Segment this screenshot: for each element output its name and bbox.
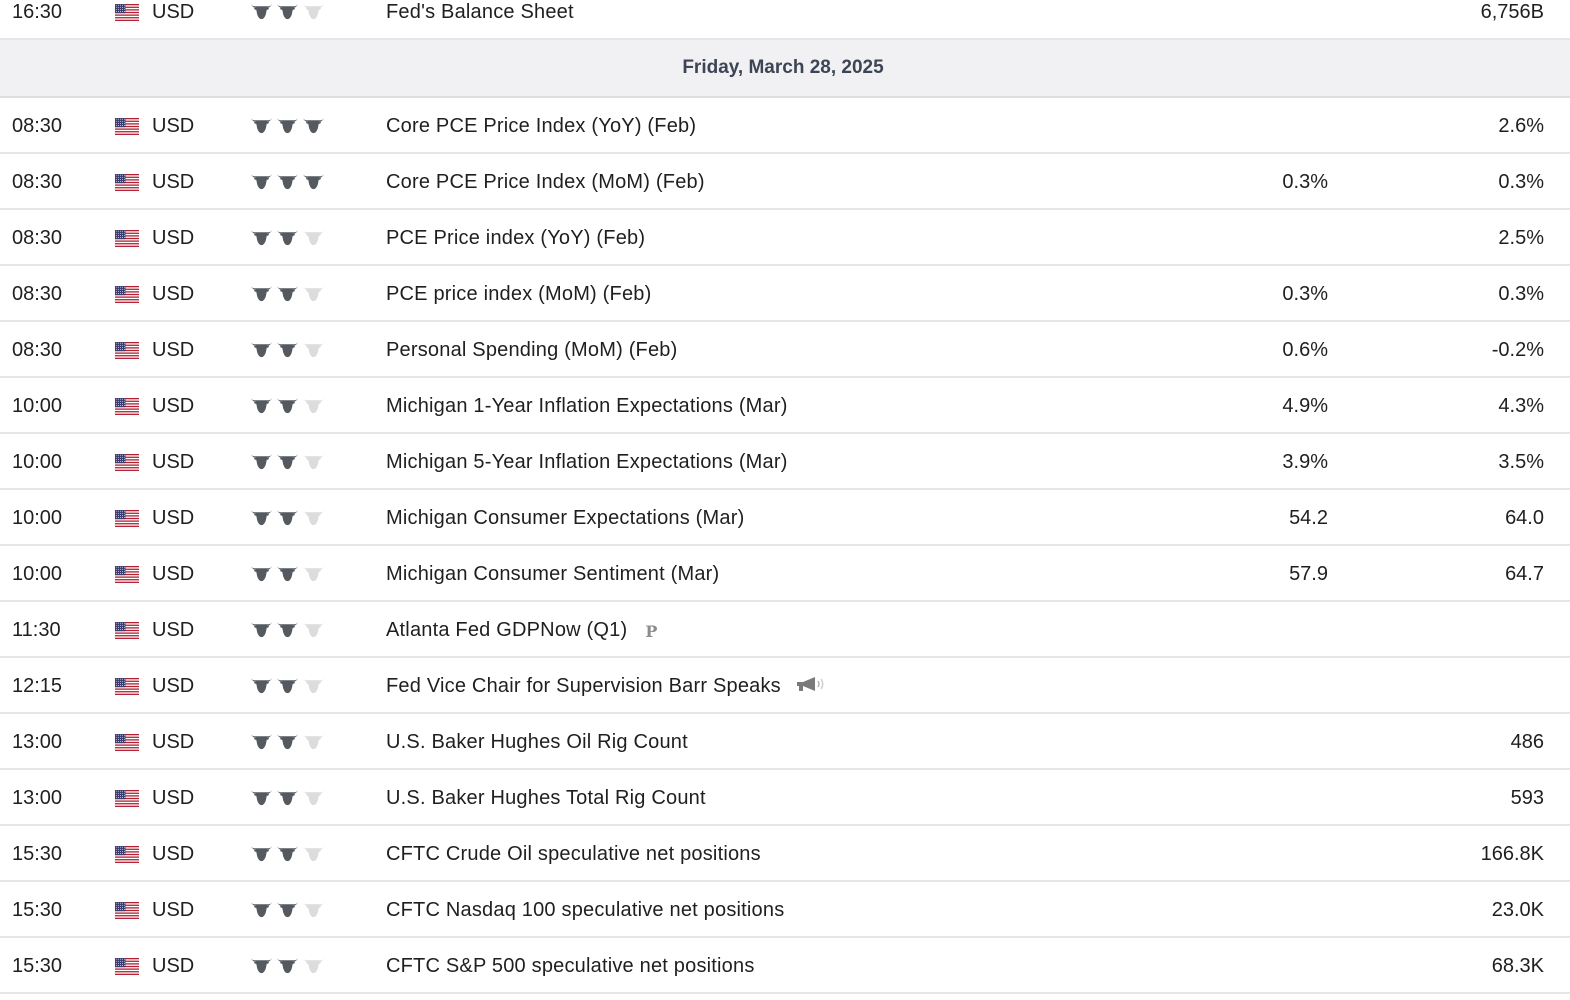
event-forecast: 0.6% bbox=[1282, 339, 1328, 361]
event-title[interactable] bbox=[386, 882, 784, 938]
event-currency: USD bbox=[152, 451, 195, 473]
bull-icon bbox=[276, 507, 299, 527]
importance-rating bbox=[250, 843, 325, 863]
event-time: 15:30 bbox=[12, 843, 63, 865]
bull-icon bbox=[302, 787, 325, 807]
event-title-text[interactable]: CFTC Crude Oil speculative net positions bbox=[386, 843, 761, 865]
bull-icon bbox=[250, 451, 273, 471]
preliminary-badge: P bbox=[645, 622, 658, 641]
bull-icon bbox=[276, 283, 299, 303]
event-row[interactable] bbox=[0, 770, 1570, 826]
bull-icon bbox=[302, 507, 325, 527]
event-title-text[interactable]: U.S. Baker Hughes Oil Rig Count bbox=[386, 731, 688, 753]
event-currency: USD bbox=[152, 563, 195, 585]
megaphone-icon bbox=[795, 659, 827, 715]
bull-icon bbox=[276, 787, 299, 807]
bull-icon bbox=[302, 171, 325, 191]
event-title[interactable]: Fed's Balance Sheet bbox=[386, 1, 574, 23]
us-flag-icon bbox=[115, 846, 139, 863]
event-title-text[interactable]: Michigan Consumer Sentiment (Mar) bbox=[386, 563, 720, 585]
importance-rating bbox=[250, 1, 325, 21]
event-previous: 0.3% bbox=[1498, 283, 1544, 305]
event-title-text[interactable]: Fed Vice Chair for Supervision Barr Speaks bbox=[386, 675, 781, 697]
event-title[interactable] bbox=[386, 266, 651, 322]
event-currency: USD bbox=[152, 843, 195, 865]
importance-rating bbox=[250, 507, 325, 527]
event-title[interactable] bbox=[386, 546, 719, 602]
event-time: 08:30 bbox=[12, 283, 63, 305]
event-currency: USD bbox=[152, 955, 195, 977]
us-flag-icon bbox=[115, 174, 139, 191]
bull-icon bbox=[250, 507, 273, 527]
event-title-text[interactable]: Michigan Consumer Expectations (Mar) bbox=[386, 507, 745, 529]
event-previous: 3.5% bbox=[1498, 451, 1544, 473]
bull-icon bbox=[250, 171, 273, 191]
event-time: 08:30 bbox=[12, 115, 63, 137]
event-forecast: 0.3% bbox=[1282, 283, 1328, 305]
event-row[interactable] bbox=[0, 98, 1570, 154]
bull-icon bbox=[276, 843, 299, 863]
event-title-text[interactable]: Michigan 1-Year Inflation Expectations (Mar) bbox=[386, 395, 788, 417]
bull-icon bbox=[250, 115, 273, 135]
importance-rating bbox=[250, 283, 325, 303]
event-title[interactable] bbox=[386, 658, 827, 715]
event-currency: USD bbox=[152, 787, 195, 809]
event-row[interactable] bbox=[0, 154, 1570, 210]
us-flag-icon bbox=[115, 510, 139, 527]
event-previous: 593 bbox=[1510, 787, 1544, 809]
us-flag-icon bbox=[115, 342, 139, 359]
bull-icon bbox=[276, 619, 299, 639]
event-time: 10:00 bbox=[12, 451, 63, 473]
bull-icon bbox=[250, 395, 273, 415]
us-flag-icon bbox=[115, 958, 139, 975]
bull-icon bbox=[302, 339, 325, 359]
event-row[interactable] bbox=[0, 210, 1570, 266]
event-time: 08:30 bbox=[12, 227, 63, 249]
bull-icon bbox=[302, 227, 325, 247]
event-previous: 486 bbox=[1510, 731, 1544, 753]
bull-icon bbox=[276, 451, 299, 471]
event-title-text[interactable]: Core PCE Price Index (YoY) (Feb) bbox=[386, 115, 697, 137]
importance-rating bbox=[250, 899, 325, 919]
us-flag-icon bbox=[115, 678, 139, 695]
event-currency: USD bbox=[152, 115, 195, 137]
date-header: Friday, March 28, 2025 bbox=[682, 57, 884, 78]
importance-rating bbox=[250, 395, 325, 415]
event-row[interactable] bbox=[0, 0, 1570, 40]
event-currency: USD bbox=[152, 227, 195, 249]
bull-icon bbox=[276, 339, 299, 359]
event-currency: USD bbox=[152, 619, 195, 641]
event-row[interactable] bbox=[0, 882, 1570, 938]
event-time: 16:30 bbox=[12, 1, 63, 23]
us-flag-icon bbox=[115, 902, 139, 919]
event-previous: 2.5% bbox=[1498, 227, 1544, 249]
bull-icon bbox=[302, 899, 325, 919]
event-row[interactable] bbox=[0, 938, 1570, 994]
event-row[interactable] bbox=[0, 714, 1570, 770]
event-previous: -0.2% bbox=[1491, 339, 1544, 361]
event-currency: USD bbox=[152, 171, 195, 193]
event-time: 10:00 bbox=[12, 507, 63, 529]
importance-rating bbox=[250, 731, 325, 751]
event-row[interactable] bbox=[0, 434, 1570, 490]
event-title-text[interactable]: Personal Spending (MoM) (Feb) bbox=[386, 339, 678, 361]
event-currency: USD bbox=[152, 899, 195, 921]
bull-icon bbox=[250, 955, 273, 975]
date-header-row bbox=[0, 40, 1570, 98]
bull-icon bbox=[276, 115, 299, 135]
event-row[interactable] bbox=[0, 602, 1570, 658]
event-forecast: 0.3% bbox=[1282, 171, 1328, 193]
event-forecast: 3.9% bbox=[1282, 451, 1328, 473]
event-previous: 6,756B bbox=[1480, 1, 1544, 23]
bull-icon bbox=[302, 843, 325, 863]
bull-icon bbox=[250, 843, 273, 863]
us-flag-icon bbox=[115, 622, 139, 639]
bull-icon bbox=[302, 955, 325, 975]
event-currency: USD bbox=[152, 339, 195, 361]
bull-icon bbox=[302, 283, 325, 303]
us-flag-icon bbox=[115, 286, 139, 303]
event-title[interactable] bbox=[386, 826, 761, 882]
bull-icon bbox=[302, 451, 325, 471]
event-previous: 64.7 bbox=[1505, 563, 1544, 585]
bull-icon bbox=[276, 1, 299, 21]
event-time: 11:30 bbox=[12, 619, 61, 641]
bull-icon bbox=[302, 675, 325, 695]
bull-icon bbox=[276, 563, 299, 583]
event-list bbox=[0, 98, 1570, 994]
bull-icon bbox=[302, 115, 325, 135]
importance-rating bbox=[250, 115, 325, 135]
bull-icon bbox=[276, 227, 299, 247]
event-title[interactable] bbox=[386, 434, 788, 490]
importance-rating bbox=[250, 227, 325, 247]
us-flag-icon bbox=[115, 4, 139, 21]
importance-rating bbox=[250, 451, 325, 471]
event-title-text[interactable]: PCE price index (MoM) (Feb) bbox=[386, 283, 652, 305]
bull-icon bbox=[276, 171, 299, 191]
event-title[interactable] bbox=[386, 378, 788, 434]
event-title-text[interactable]: U.S. Baker Hughes Total Rig Count bbox=[386, 787, 706, 809]
event-title[interactable] bbox=[386, 490, 744, 546]
event-title[interactable] bbox=[386, 602, 658, 659]
event-title[interactable] bbox=[386, 938, 755, 994]
event-title-text[interactable]: PCE Price index (YoY) (Feb) bbox=[386, 227, 646, 249]
event-previous: 64.0 bbox=[1505, 507, 1544, 529]
event-currency: USD bbox=[152, 1, 195, 23]
importance-rating bbox=[250, 563, 325, 583]
event-title-text[interactable]: CFTC Nasdaq 100 speculative net positions bbox=[386, 899, 785, 921]
event-row[interactable] bbox=[0, 322, 1570, 378]
us-flag-icon bbox=[115, 398, 139, 415]
event-currency: USD bbox=[152, 731, 195, 753]
event-previous: 0.3% bbox=[1498, 171, 1544, 193]
importance-rating bbox=[250, 171, 325, 191]
event-title[interactable] bbox=[386, 210, 645, 266]
event-title-text[interactable]: CFTC S&P 500 speculative net positions bbox=[386, 955, 755, 977]
bull-icon bbox=[302, 731, 325, 751]
event-previous: 4.3% bbox=[1498, 395, 1544, 417]
event-time: 13:00 bbox=[12, 731, 63, 753]
event-forecast: 57.9 bbox=[1289, 563, 1328, 585]
bull-icon bbox=[250, 675, 273, 695]
event-forecast: 54.2 bbox=[1289, 507, 1328, 529]
bull-icon bbox=[250, 619, 273, 639]
bull-icon bbox=[276, 899, 299, 919]
importance-rating bbox=[250, 675, 325, 695]
bull-icon bbox=[250, 283, 273, 303]
us-flag-icon bbox=[115, 790, 139, 807]
event-currency: USD bbox=[152, 507, 195, 529]
bull-icon bbox=[276, 731, 299, 751]
bull-icon bbox=[250, 339, 273, 359]
event-row[interactable] bbox=[0, 266, 1570, 322]
us-flag-icon bbox=[115, 118, 139, 135]
event-title[interactable] bbox=[386, 714, 688, 770]
importance-rating bbox=[250, 619, 325, 639]
bull-icon bbox=[302, 1, 325, 21]
event-currency: USD bbox=[152, 395, 195, 417]
bull-icon bbox=[302, 563, 325, 583]
importance-rating bbox=[250, 339, 325, 359]
bull-icon bbox=[250, 731, 273, 751]
event-currency: USD bbox=[152, 283, 195, 305]
event-time: 08:30 bbox=[12, 171, 63, 193]
event-currency: USD bbox=[152, 675, 195, 697]
event-previous: 2.6% bbox=[1498, 115, 1544, 137]
bull-icon bbox=[276, 675, 299, 695]
us-flag-icon bbox=[115, 734, 139, 751]
event-title[interactable] bbox=[386, 98, 696, 154]
event-previous: 68.3K bbox=[1491, 955, 1544, 977]
event-row[interactable] bbox=[0, 658, 1570, 714]
event-time: 15:30 bbox=[12, 899, 63, 921]
importance-rating bbox=[250, 955, 325, 975]
event-title[interactable] bbox=[386, 322, 677, 378]
event-time: 10:00 bbox=[12, 563, 63, 585]
event-row[interactable] bbox=[0, 490, 1570, 546]
event-title-text[interactable]: Michigan 5-Year Inflation Expectations (Mar) bbox=[386, 451, 788, 473]
bull-icon bbox=[250, 1, 273, 21]
event-title-text[interactable]: Atlanta Fed GDPNow (Q1) bbox=[386, 619, 628, 641]
bull-icon bbox=[250, 899, 273, 919]
bull-icon bbox=[302, 395, 325, 415]
event-title[interactable] bbox=[386, 154, 705, 210]
bull-icon bbox=[276, 955, 299, 975]
event-time: 08:30 bbox=[12, 339, 63, 361]
event-previous: 166.8K bbox=[1480, 843, 1544, 865]
bull-icon bbox=[250, 227, 273, 247]
event-row[interactable] bbox=[0, 546, 1570, 602]
event-time: 15:30 bbox=[12, 955, 63, 977]
us-flag-icon bbox=[115, 454, 139, 471]
event-time: 12:15 bbox=[12, 675, 63, 697]
bull-icon bbox=[276, 395, 299, 415]
us-flag-icon bbox=[115, 230, 139, 247]
us-flag-icon bbox=[115, 566, 139, 583]
event-time: 13:00 bbox=[12, 787, 63, 809]
bull-icon bbox=[302, 619, 325, 639]
bull-icon bbox=[250, 787, 273, 807]
event-title[interactable] bbox=[386, 770, 706, 826]
event-time: 10:00 bbox=[12, 395, 63, 417]
event-row[interactable] bbox=[0, 826, 1570, 882]
event-row[interactable] bbox=[0, 378, 1570, 434]
event-forecast: 4.9% bbox=[1282, 395, 1328, 417]
importance-rating bbox=[250, 787, 325, 807]
bull-icon bbox=[250, 563, 273, 583]
event-previous: 23.0K bbox=[1491, 899, 1544, 921]
event-title-text[interactable]: Core PCE Price Index (MoM) (Feb) bbox=[386, 171, 705, 193]
